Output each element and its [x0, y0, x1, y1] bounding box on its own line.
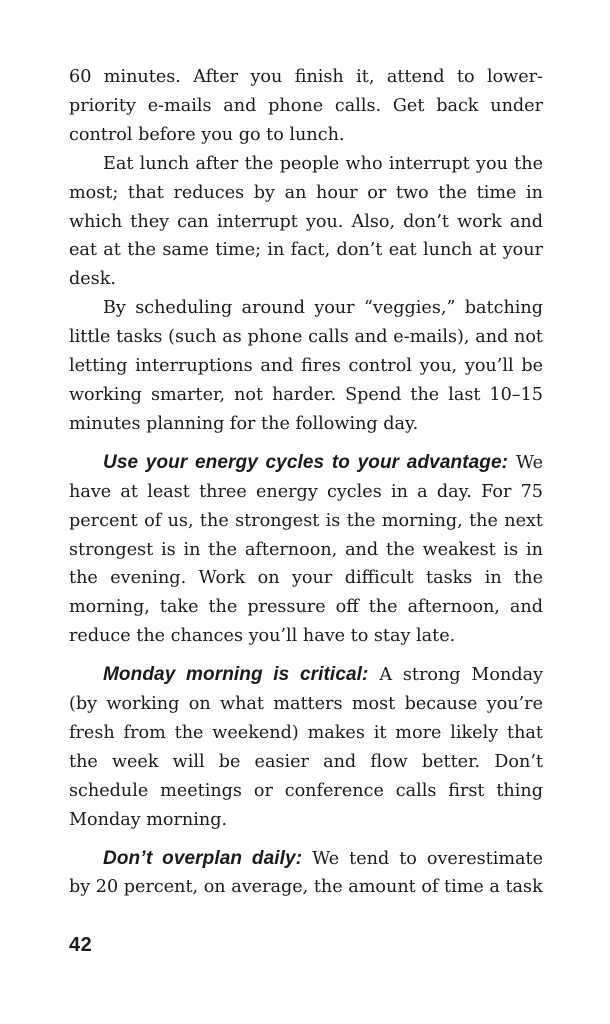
run-in-heading: Don’t overplan daily: — [103, 847, 303, 869]
paragraph-text: A strong Monday (by working on what matters most because you’re fresh from the weekend) makes it more likely that the week will be easier and flow better. Don’t schedule meetings or conference calls first thing Monday morning. — [69, 665, 544, 830]
paragraph-text: Eat lunch after the people who interrupt you the most; that reduces by an hour or two the time in which they can interrupt you. Also, don’t work and eat at the same time; in fact, don’t eat lunch at your desk. — [69, 153, 543, 290]
paragraph-text: We have at least three energy cycles in a day. For 75 percent of us, the strongest is the morning, the next strongest is in the afternoon, and the weakest is in the evening. Work on your difficult tasks in the morning, take the pressure off the afternoon, and reduce the chances you’ll have to stay late. — [69, 452, 543, 647]
paragraph-text: By scheduling around your “veggies,” batching little tasks (such as phone calls and e-mails), and not letting interruptions and fires control you, you’ll be working smarter, not harder. Spend the last 10–15 minutes planning for the following day. — [69, 298, 543, 434]
paragraph-text: 60 minutes. After you finish it, attend to lower-priority e-mails and phone calls. Get back under control before you go to lunch. — [69, 67, 543, 145]
paragraph-text: We tend to overestimate by 20 percent, on average, the amount of time a task — [69, 848, 544, 898]
paragraph-continuation — [69, 63, 543, 150]
paragraph-lunch — [69, 150, 543, 295]
paragraph-energy-cycles — [69, 449, 543, 651]
page-number: 42 — [69, 934, 93, 956]
paragraph-monday-morning — [69, 661, 543, 834]
run-in-heading: Monday morning is critical: — [103, 664, 369, 686]
paragraph-overplan — [69, 845, 543, 903]
book-page-body — [69, 63, 543, 902]
paragraph-scheduling — [69, 294, 543, 439]
run-in-heading: Use your energy cycles to your advantage: — [103, 451, 509, 473]
